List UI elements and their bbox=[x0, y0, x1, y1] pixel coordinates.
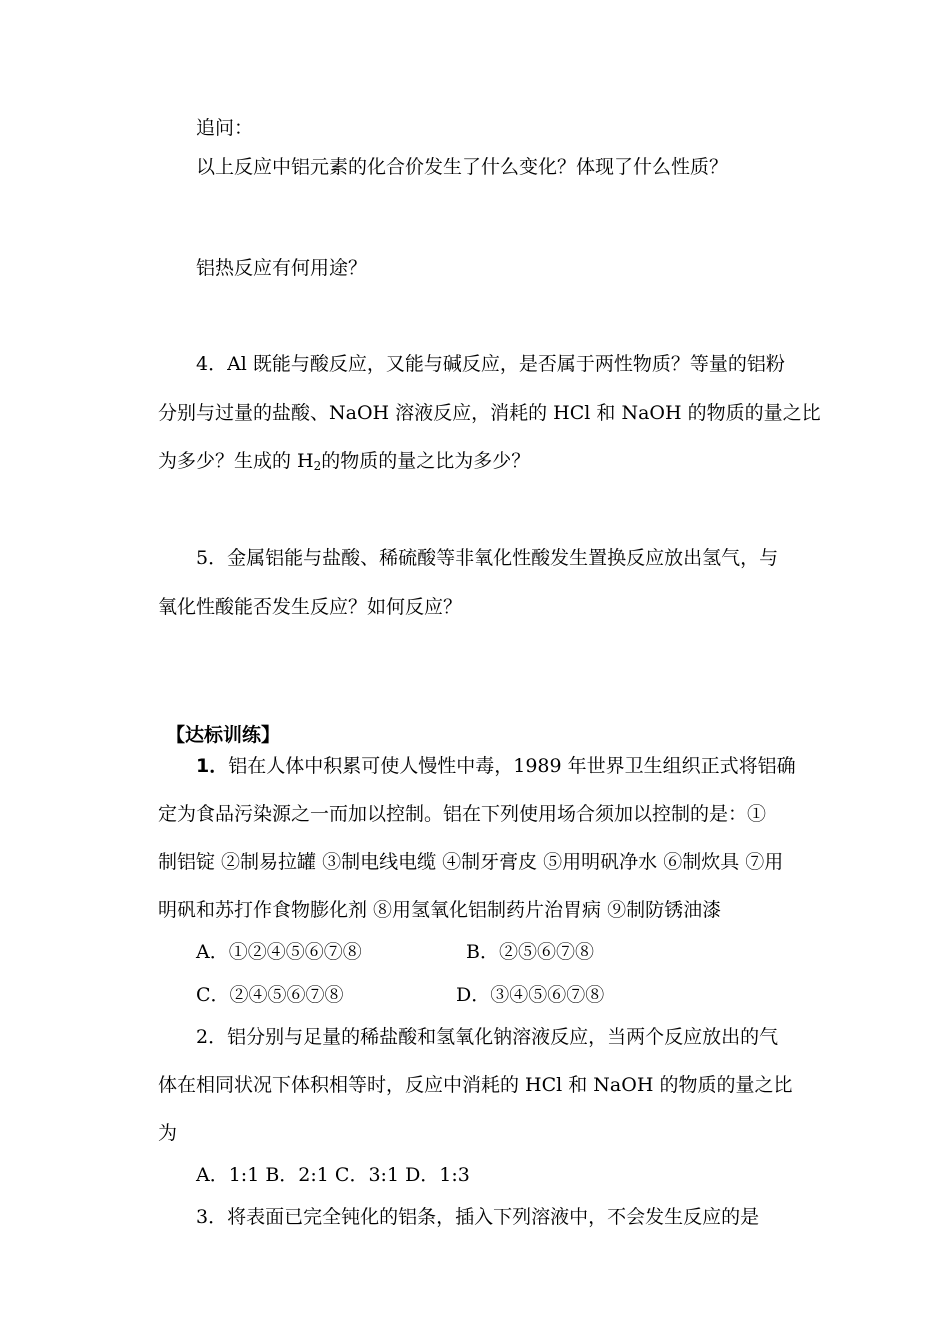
training-1-option-d: D．③④⑤⑥⑦⑧ bbox=[456, 984, 605, 1006]
question-4-line-3: 为多少？生成的 $H_2$的物质的量之比为多少？ bbox=[158, 450, 531, 473]
training-heading: 【达标训练】 bbox=[166, 724, 281, 746]
question-5-line-1: 5．金属铝能与盐酸、稀硫酸等非氧化性酸发生置换反应放出氢气，与 bbox=[196, 547, 779, 569]
training-1-line-3: 制铝锭 ②制易拉罐 ③制电线电缆 ④制牙膏皮 ⑤用明矾净水 ⑥制炊具 ⑦用 bbox=[158, 851, 784, 873]
training-2-line-1: 2．铝分别与足量的稀盐酸和氢氧化钠溶液反应，当两个反应放出的气 bbox=[196, 1026, 779, 1048]
question-5-line-2: 氧化性酸能否发生反应？如何反应？ bbox=[158, 596, 463, 618]
training-3-line-1: 3．将表面已完全钝化的铝条，插入下列溶液中，不会发生反应的是 bbox=[196, 1206, 760, 1228]
training-1-line-4: 明矾和苏打作食物膨化剂 ⑧用氢氧化铝制药片治胃病 ⑨制防锈油漆 bbox=[158, 899, 722, 921]
training-1-option-a: A．①②④⑤⑥⑦⑧ bbox=[196, 941, 362, 963]
training-1-option-c: C．②④⑤⑥⑦⑧ bbox=[196, 984, 344, 1006]
training-1-line-1: 1．铝在人体中积累可使人慢性中毒，1989 年世界卫生组织正式将铝确 bbox=[196, 755, 796, 777]
followup-label: 追问： bbox=[196, 117, 254, 139]
training-2-line-3: 为 bbox=[158, 1122, 178, 1144]
training-2-options: A．1:1 B．2:1 C．3:1 D．1:3 bbox=[196, 1164, 470, 1186]
question-4-line-2: 分别与过量的盐酸、NaOH 溶液反应，消耗的 HCl 和 NaOH 的物质的量之比 bbox=[158, 402, 821, 424]
followup-question-valence: 以上反应中铝元素的化合价发生了什么变化？体现了什么性质？ bbox=[196, 156, 729, 178]
followup-question-thermite: 铝热反应有何用途？ bbox=[196, 257, 368, 279]
training-1-line-2: 定为食品污染源之一而加以控制。铝在下列使用场合须加以控制的是：① bbox=[158, 803, 767, 825]
question-4-line-1: 4．Al 既能与酸反应，又能与碱反应，是否属于两性物质？等量的铝粉 bbox=[196, 353, 785, 375]
training-2-line-2: 体在相同状况下体积相等时，反应中消耗的 HCl 和 NaOH 的物质的量之比 bbox=[158, 1074, 793, 1096]
training-1-option-b: B．②⑤⑥⑦⑧ bbox=[466, 941, 594, 963]
